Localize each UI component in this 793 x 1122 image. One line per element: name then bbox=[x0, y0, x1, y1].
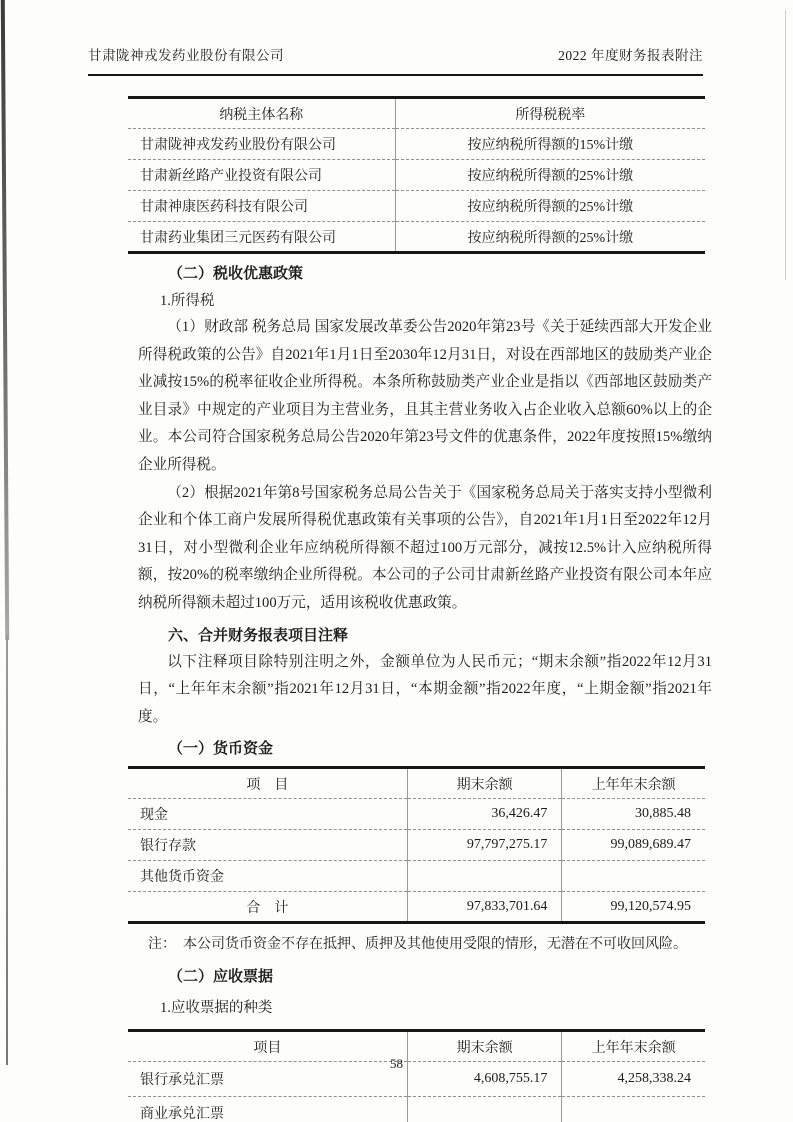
notes-receivable-table bbox=[128, 1029, 705, 1122]
ending-balance-cell bbox=[407, 1097, 562, 1122]
entity-cell: 甘肃神康医药科技有限公司 bbox=[128, 191, 395, 222]
scan-artifact-left-lower bbox=[6, 635, 8, 1065]
beginning-balance-cell: 30,885.48 bbox=[562, 799, 705, 830]
col-header-ending: 期末余额 bbox=[407, 768, 562, 799]
table-row bbox=[128, 129, 705, 160]
beginning-balance-cell bbox=[562, 861, 705, 892]
table-row bbox=[128, 830, 705, 861]
table-row bbox=[128, 160, 705, 191]
page-header bbox=[88, 44, 703, 76]
col-header-beginning: 上年年末余额 bbox=[562, 768, 705, 799]
ending-balance-cell bbox=[407, 861, 562, 892]
tax-rate-table bbox=[128, 96, 705, 254]
item-cell: 银行存款 bbox=[128, 830, 407, 861]
item-cell: 其他货币资金 bbox=[128, 861, 407, 892]
paragraph-tax-policy-1: （1）财政部 税务总局 国家发展改革委公告2020年第23号《关于延续西部大开发企业所得税政策的公告》自2021年1月1日至2030年12月31日，对设在西部地区的鼓励类产业企业减按15%的税率征收企业所得税。本条所称鼓励类产业企业是指以《西部地区鼓励类产业目录》中规定的产业项目为主营业务，且其主营业务收入占企业收入总额60%以上的企业。本公司符合国家税务总局公告2020年第23号文件的优惠条件，2022年度按照15%缴纳企业所得税。 bbox=[138, 319, 712, 473]
ending-balance-cell: 97,797,275.17 bbox=[407, 830, 562, 861]
ending-balance-cell: 4,608,755.17 bbox=[407, 1062, 562, 1097]
table-row bbox=[128, 222, 705, 253]
total-label-cell: 合 计 bbox=[246, 900, 289, 916]
section-heading-monetary-funds: （一）货币资金 bbox=[168, 741, 274, 758]
paragraph-tax-policy-2: （2）根据2021年第8号国家税务总局公告关于《国家税务总局关于落实支持小型微利企业和个体工商户发展所得税优惠政策有关事项的公告》，自2021年1月1日至2022年12月31日，对小型微利企业年应纳税所得额不超过100万元部分，减按12.5%计入应纳税所得额，按20%的税率缴纳企业所得税。本公司的子公司甘肃新丝路产业投资有限公司本年应纳税所得额未超过100万元，适用该税收优惠政策。 bbox=[138, 484, 712, 611]
rate-cell: 按应纳税所得额的25%计缴 bbox=[395, 222, 705, 253]
col-header-item: 项 目 bbox=[128, 768, 407, 799]
rate-cell: 按应纳税所得额的25%计缴 bbox=[395, 191, 705, 222]
item-cell: 现金 bbox=[128, 799, 407, 830]
col-header-ending: 期末余额 bbox=[407, 1031, 562, 1062]
col-header-entity: 纳税主体名称 bbox=[128, 98, 395, 129]
table-row bbox=[128, 799, 705, 830]
total-beginning-cell: 99,120,574.95 bbox=[562, 892, 705, 923]
rate-cell: 按应纳税所得额的25%计缴 bbox=[395, 160, 705, 191]
table-header-row bbox=[128, 768, 705, 799]
entity-cell: 甘肃药业集团三元医药有限公司 bbox=[140, 230, 336, 246]
page-content bbox=[88, 44, 712, 1122]
rate-cell: 按应纳税所得额的15%计缴 bbox=[395, 129, 705, 160]
table-header-row bbox=[128, 98, 705, 129]
subheading-notes-receivable-types: 1.应收票据的种类 bbox=[160, 1000, 273, 1017]
ending-balance-cell: 36,426.47 bbox=[407, 799, 562, 830]
doc-title: 2022 年度财务报表附注 bbox=[558, 48, 703, 63]
beginning-balance-cell bbox=[562, 1097, 705, 1122]
subheading-income-tax: 1.所得税 bbox=[160, 293, 215, 309]
entity-cell: 甘肃新丝路产业投资有限公司 bbox=[128, 160, 395, 191]
col-header-rate: 所得税税率 bbox=[395, 98, 705, 129]
beginning-balance-cell: 99,089,689.47 bbox=[562, 830, 705, 861]
scan-artifact-left bbox=[1, 0, 9, 640]
section-heading-notes-receivable: （二）应收票据 bbox=[168, 969, 274, 986]
total-ending-cell: 97,833,701.64 bbox=[407, 892, 562, 923]
entity-cell: 甘肃陇神戎发药业股份有限公司 bbox=[128, 129, 395, 160]
item-cell: 银行承兑汇票 bbox=[128, 1062, 407, 1097]
table-row bbox=[128, 191, 705, 222]
col-header-beginning: 上年年末余额 bbox=[562, 1031, 705, 1062]
table-total-row bbox=[128, 892, 705, 923]
table-row bbox=[128, 861, 705, 892]
table-row bbox=[128, 1097, 705, 1122]
monetary-funds-note: 注： 本公司货币资金不存在抵押、质押及其他使用受限的情形，无潜在不可收回风险。 bbox=[148, 937, 687, 953]
item-cell: 商业承兑汇票 bbox=[140, 1106, 224, 1122]
page-number: 58 bbox=[390, 1056, 403, 1071]
section-heading-tax-policy: （二）税收优惠政策 bbox=[168, 266, 304, 282]
scan-artifact-right bbox=[785, 10, 786, 280]
section-heading-notes: 六、合并财务报表项目注释 bbox=[168, 627, 349, 644]
paragraph-notes-intro: 以下注释项目除特别注明之外，金额单位为人民币元；“期末余额”指2022年12月31日，“上年年末余额”指2021年12月31日，“本期金额”指2022年度，“上期金额”指2021年度。 bbox=[138, 653, 712, 725]
beginning-balance-cell: 4,258,338.24 bbox=[562, 1062, 705, 1097]
company-name: 甘肃陇神戎发药业股份有限公司 bbox=[88, 48, 284, 63]
monetary-funds-table bbox=[128, 766, 705, 924]
col-header-item: 项目 bbox=[128, 1031, 407, 1062]
